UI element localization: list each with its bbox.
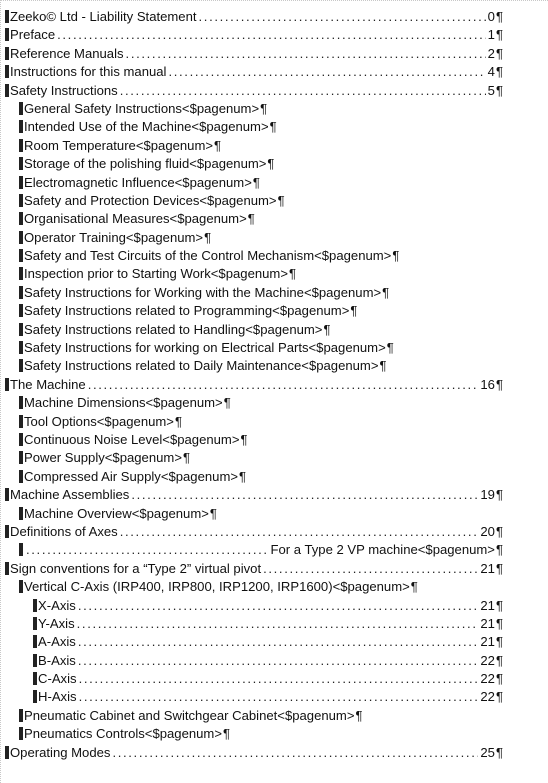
heading-marker-icon xyxy=(5,10,9,23)
tab-leader-dots xyxy=(120,82,486,100)
paragraph-mark-icon: ¶ xyxy=(410,579,418,595)
heading-marker-icon xyxy=(33,617,37,630)
toc-entry-text: Safety Instructions xyxy=(10,82,118,98)
heading-marker-icon xyxy=(5,84,9,97)
toc-entry-text: Operating Modes xyxy=(10,744,111,760)
tab-leader-dots xyxy=(79,670,479,688)
toc-page-number: 21 xyxy=(480,560,495,576)
paragraph-mark-icon: ¶ xyxy=(382,284,390,300)
paragraph-mark-icon: ¶ xyxy=(222,726,231,742)
toc-entry-text: Machine Dimensions<$pagenum> xyxy=(24,395,223,411)
heading-marker-icon xyxy=(19,709,23,722)
heading-marker-icon xyxy=(33,672,37,685)
paragraph-mark-icon: ¶ xyxy=(267,156,275,172)
toc-entry[interactable] xyxy=(5,137,503,155)
toc-entry-text: Safety and Test Circuits of the Control Mechanism<$pagenum> xyxy=(24,248,392,264)
toc-entry-text: X-Axis xyxy=(38,597,76,613)
heading-marker-icon xyxy=(5,47,9,60)
toc-entry-text: Safety Instructions for Working with the Machine<$pagenum> xyxy=(24,284,382,300)
toc-entry-text: Intended Use of the Machine<$pagenum> xyxy=(24,119,269,135)
tab-leader-dots xyxy=(78,597,479,615)
toc-entry[interactable] xyxy=(5,578,503,596)
toc-entry-text: Compressed Air Supply<$pagenum> xyxy=(24,468,238,484)
toc-entry-text: Machine Overview<$pagenum> xyxy=(24,505,209,521)
toc-page-number: 19 xyxy=(480,487,495,503)
toc-entry[interactable] xyxy=(5,284,503,302)
heading-marker-icon xyxy=(19,396,23,409)
toc-page-number: For a Type 2 VP machine<$pagenum> xyxy=(270,542,495,558)
toc-entry-text: Y-Axis xyxy=(38,615,75,631)
tab-leader-dots xyxy=(168,63,485,81)
paragraph-mark-icon: ¶ xyxy=(495,45,503,61)
heading-marker-icon xyxy=(19,451,23,464)
tab-leader-dots xyxy=(78,652,479,670)
toc-entry[interactable] xyxy=(5,155,503,173)
paragraph-mark-icon: ¶ xyxy=(223,395,231,411)
toc-entry-text: Definitions of Axes xyxy=(10,523,118,539)
toc-page-number: 21 xyxy=(480,597,495,613)
paragraph-mark-icon: ¶ xyxy=(495,27,503,43)
heading-marker-icon xyxy=(19,507,23,520)
toc-entry[interactable] xyxy=(5,413,503,431)
toc-entry[interactable] xyxy=(5,192,503,210)
toc-entry[interactable] xyxy=(5,449,503,467)
toc-entry[interactable] xyxy=(5,541,503,559)
heading-marker-icon xyxy=(19,470,23,483)
paragraph-mark-icon: ¶ xyxy=(209,505,217,521)
toc-page-number: 20 xyxy=(480,523,495,539)
tab-leader-dots xyxy=(112,744,478,762)
toc-entry[interactable] xyxy=(5,229,503,247)
heading-marker-icon xyxy=(19,341,23,354)
toc-entry[interactable] xyxy=(5,707,503,725)
toc-entry-text: A-Axis xyxy=(38,634,76,650)
paragraph-mark-icon: ¶ xyxy=(495,487,503,503)
paragraph-mark-icon: ¶ xyxy=(495,652,503,668)
heading-marker-icon xyxy=(19,323,23,336)
toc-entry[interactable] xyxy=(5,597,503,615)
toc-entry[interactable] xyxy=(5,8,503,26)
toc-entry[interactable] xyxy=(5,100,503,118)
heading-marker-icon xyxy=(5,28,9,41)
toc-entry-text: Pneumatics Controls<$pagenum> xyxy=(24,726,222,742)
toc-entry[interactable] xyxy=(5,394,503,412)
paragraph-mark-icon: ¶ xyxy=(182,450,191,466)
toc-entry-text: Zeeko© Ltd - Liability Statement xyxy=(10,9,197,24)
heading-marker-icon xyxy=(19,249,23,262)
toc-entry[interactable] xyxy=(5,670,503,688)
paragraph-mark-icon: ¶ xyxy=(495,9,503,24)
heading-marker-icon xyxy=(5,488,9,501)
tab-leader-dots xyxy=(120,523,479,541)
heading-marker-icon xyxy=(5,65,9,78)
heading-marker-icon xyxy=(19,359,23,372)
toc-entry-text: Preface xyxy=(10,27,56,43)
toc-entry[interactable] xyxy=(5,688,503,706)
tab-leader-dots xyxy=(88,376,479,394)
paragraph-mark-icon: ¶ xyxy=(204,229,212,245)
toc-entry-text: Electromagnetic Influence<$pagenum> xyxy=(24,174,252,190)
toc-entry[interactable] xyxy=(5,339,503,357)
toc-page-number: 4 xyxy=(487,64,495,80)
toc-page-number: 22 xyxy=(480,652,495,668)
toc-entry[interactable] xyxy=(5,118,503,136)
paragraph-mark-icon: ¶ xyxy=(379,358,387,374)
toc-entry-text: Storage of the polishing fluid<$pagenum> xyxy=(24,156,267,172)
toc-entry-text: Machine Assemblies xyxy=(10,487,130,503)
toc-entry-text: H-Axis xyxy=(38,689,77,705)
page-left-edge xyxy=(0,0,2,783)
heading-marker-icon xyxy=(19,194,23,207)
toc-page-number: 1 xyxy=(487,27,495,43)
heading-marker-icon xyxy=(5,562,9,575)
toc-entry-text: General Safety Instructions<$pagenum> xyxy=(24,100,260,116)
paragraph-mark-icon: ¶ xyxy=(495,634,503,650)
heading-marker-icon xyxy=(19,543,23,556)
toc-entry[interactable] xyxy=(5,302,503,320)
paragraph-mark-icon: ¶ xyxy=(495,523,503,539)
toc-entry[interactable] xyxy=(5,82,503,100)
toc-entry[interactable] xyxy=(5,505,503,523)
toc-entry[interactable] xyxy=(5,376,503,394)
toc-entry[interactable] xyxy=(5,174,503,192)
tab-leader-dots xyxy=(263,560,478,578)
tab-leader-dots xyxy=(79,688,479,706)
paragraph-mark-icon: ¶ xyxy=(495,615,503,631)
paragraph-mark-icon: ¶ xyxy=(386,340,394,356)
toc-entry-text: B-Axis xyxy=(38,652,76,668)
toc-entry[interactable] xyxy=(5,45,503,63)
toc-entry[interactable] xyxy=(5,744,503,762)
paragraph-mark-icon: ¶ xyxy=(247,211,255,227)
heading-marker-icon xyxy=(5,378,9,391)
toc-page-number: 16 xyxy=(480,376,495,392)
table-of-contents xyxy=(5,8,503,762)
paragraph-mark-icon: ¶ xyxy=(495,82,503,98)
paragraph-mark-icon: ¶ xyxy=(392,248,400,264)
paragraph-mark-icon: ¶ xyxy=(495,689,503,705)
heading-marker-icon xyxy=(19,102,23,115)
heading-marker-icon xyxy=(19,267,23,280)
heading-marker-icon xyxy=(5,746,9,759)
paragraph-mark-icon: ¶ xyxy=(269,119,277,135)
toc-entry-text: Instructions for this manual xyxy=(10,64,167,80)
toc-entry[interactable] xyxy=(5,486,503,504)
toc-page-number: 2 xyxy=(487,45,495,61)
heading-marker-icon xyxy=(19,286,23,299)
toc-entry-text: Tool Options<$pagenum> xyxy=(24,413,174,429)
toc-page-number: 0 xyxy=(487,9,495,24)
heading-marker-icon xyxy=(19,433,23,446)
toc-entry-text: Reference Manuals xyxy=(10,45,124,61)
toc-page-number: 25 xyxy=(480,744,495,760)
toc-entry[interactable] xyxy=(5,431,503,449)
toc-entry-text: Safety Instructions related to Handling<$pagenum> xyxy=(24,321,323,337)
paragraph-mark-icon: ¶ xyxy=(350,303,358,319)
tab-leader-dots xyxy=(131,486,478,504)
heading-marker-icon xyxy=(33,635,37,648)
tab-leader-dots xyxy=(126,45,486,63)
toc-entry[interactable] xyxy=(5,63,503,81)
paragraph-mark-icon: ¶ xyxy=(495,64,503,80)
paragraph-mark-icon: ¶ xyxy=(323,321,331,337)
toc-entry[interactable] xyxy=(5,652,503,670)
paragraph-mark-icon: ¶ xyxy=(495,376,503,392)
paragraph-mark-icon: ¶ xyxy=(495,542,503,558)
toc-entry-text: Pneumatic Cabinet and Switchgear Cabinet<$pagenum> xyxy=(24,707,355,723)
toc-entry-text: Room Temperature<$pagenum> xyxy=(24,137,214,153)
heading-marker-icon xyxy=(19,176,23,189)
heading-marker-icon xyxy=(19,415,23,428)
toc-entry-text: Continuous Noise Level<$pagenum> xyxy=(24,431,240,447)
toc-entry[interactable] xyxy=(5,265,503,283)
paragraph-mark-icon: ¶ xyxy=(288,266,297,282)
paragraph-mark-icon: ¶ xyxy=(277,192,285,208)
toc-page-number: 22 xyxy=(480,671,495,687)
toc-page-number: 21 xyxy=(480,615,495,631)
toc-page-number: 5 xyxy=(487,82,495,98)
heading-marker-icon xyxy=(19,139,23,152)
tab-leader-dots xyxy=(57,26,486,44)
toc-entry[interactable] xyxy=(5,210,503,228)
tab-leader-dots xyxy=(26,541,269,559)
toc-entry-text: Sign conventions for a “Type 2” virtual pivot xyxy=(10,560,262,576)
heading-marker-icon xyxy=(33,654,37,667)
toc-entry[interactable] xyxy=(5,633,503,651)
toc-entry[interactable] xyxy=(5,615,503,633)
paragraph-mark-icon: ¶ xyxy=(495,597,503,613)
toc-entry-text: Power Supply<$pagenum> xyxy=(24,450,182,466)
heading-marker-icon xyxy=(19,580,23,593)
paragraph-mark-icon: ¶ xyxy=(260,100,268,116)
paragraph-mark-icon: ¶ xyxy=(495,744,503,760)
paragraph-mark-icon: ¶ xyxy=(495,671,503,687)
toc-entry[interactable] xyxy=(5,321,503,339)
tab-leader-dots xyxy=(77,615,479,633)
heading-marker-icon xyxy=(19,157,23,170)
toc-page-number: 21 xyxy=(480,634,495,650)
paragraph-mark-icon: ¶ xyxy=(355,707,363,723)
toc-entry[interactable] xyxy=(5,725,503,743)
toc-entry[interactable] xyxy=(5,357,503,375)
toc-entry[interactable] xyxy=(5,468,503,486)
toc-entry[interactable] xyxy=(5,26,503,44)
heading-marker-icon xyxy=(19,727,23,740)
heading-marker-icon xyxy=(19,120,23,133)
toc-entry-text: Safety Instructions for working on Electrical Parts<$pagenum> xyxy=(24,340,386,356)
paragraph-mark-icon: ¶ xyxy=(214,137,222,153)
heading-marker-icon xyxy=(19,231,23,244)
toc-entry-text: Inspection prior to Starting Work<$pagenum> xyxy=(24,266,288,282)
paragraph-mark-icon: ¶ xyxy=(174,413,183,429)
paragraph-mark-icon: ¶ xyxy=(495,560,503,576)
tab-leader-dots xyxy=(78,633,479,651)
heading-marker-icon xyxy=(33,690,37,703)
toc-entry-text: Safety Instructions related to Programming<$pagenum> xyxy=(24,303,350,319)
toc-entry-text: The Machine xyxy=(10,376,86,392)
paragraph-mark-icon: ¶ xyxy=(239,468,247,484)
toc-entry[interactable] xyxy=(5,523,503,541)
toc-entry[interactable] xyxy=(5,560,503,578)
toc-entry-text: C-Axis xyxy=(38,671,77,687)
heading-marker-icon xyxy=(5,525,9,538)
paragraph-mark-icon: ¶ xyxy=(240,431,248,447)
toc-entry-text: Operator Training<$pagenum> xyxy=(24,229,204,245)
heading-marker-icon xyxy=(19,304,23,317)
heading-marker-icon xyxy=(19,212,23,225)
tab-leader-dots xyxy=(199,8,486,26)
toc-entry-text: Organisational Measures<$pagenum> xyxy=(24,211,247,227)
toc-page-number: 22 xyxy=(480,689,495,705)
toc-entry[interactable] xyxy=(5,247,503,265)
toc-entry-text: Safety Instructions related to Daily Maintenance<$pagenum> xyxy=(24,358,379,374)
paragraph-mark-icon: ¶ xyxy=(252,174,260,190)
toc-entry-text: Vertical C-Axis (IRP400, IRP800, IRP1200, IRP1600)<$pagenum> xyxy=(24,579,410,595)
page-top-edge xyxy=(0,0,548,2)
toc-entry-text: Safety and Protection Devices<$pagenum> xyxy=(24,192,277,208)
heading-marker-icon xyxy=(33,599,37,612)
